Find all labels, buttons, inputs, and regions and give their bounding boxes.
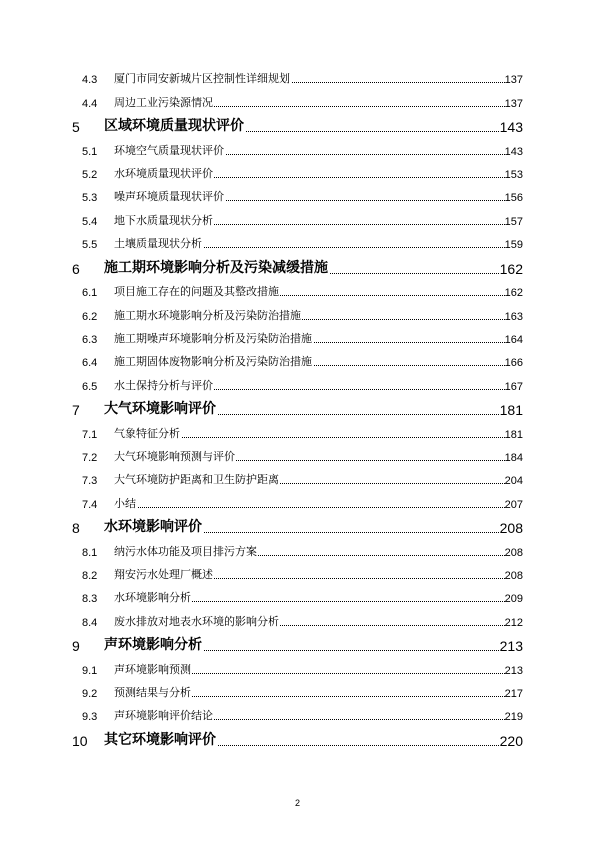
toc-entry-title: 项目施工存在的问题及其整改措施 <box>114 285 279 299</box>
toc-entry-number: 5.1 <box>82 145 98 158</box>
toc-entry-number: 6 <box>72 260 80 277</box>
toc-entry-title: 大气环境影响评价 <box>104 398 217 418</box>
toc-entry-page: 208 <box>504 570 523 583</box>
toc-section-entry[interactable] <box>0 351 595 374</box>
toc-section-entry[interactable] <box>0 469 595 492</box>
toc-entry-page: 167 <box>504 380 523 393</box>
page-number: 2 <box>294 798 300 808</box>
toc-entry-title: 噪声环境质量现状评价 <box>114 190 224 204</box>
toc-entry-page: 209 <box>504 593 523 606</box>
toc-entry-title: 翔安污水处理厂概述 <box>114 568 213 582</box>
toc-section-entry[interactable] <box>0 446 595 469</box>
toc-entry-title: 土壤质量现状分析 <box>114 237 202 251</box>
toc-section-entry[interactable] <box>0 658 595 681</box>
toc-entry-number: 5.3 <box>82 192 98 205</box>
toc-entry-page: 208 <box>499 520 523 537</box>
toc-entry-number: 4.4 <box>82 97 98 110</box>
toc-section-entry[interactable] <box>0 564 595 587</box>
toc-entry-page: 156 <box>504 192 523 205</box>
toc-entry-title: 厦门市同安新城片区控制性详细规划 <box>114 72 290 86</box>
toc-entry-page: 181 <box>499 402 523 419</box>
toc-entry-number: 9.3 <box>82 711 98 724</box>
toc-entry-title: 环境空气质量现状评价 <box>114 143 224 157</box>
toc-entry-page: 162 <box>504 287 523 300</box>
toc-section-entry[interactable] <box>0 163 595 186</box>
toc-entry-page: 143 <box>504 145 523 158</box>
toc-entry-number: 8.2 <box>82 570 98 583</box>
toc-section-entry[interactable] <box>0 186 595 209</box>
toc-chapter-entry[interactable] <box>0 256 595 281</box>
toc-chapter-entry[interactable] <box>0 634 595 659</box>
toc-entry-number: 5.4 <box>82 215 98 228</box>
toc-entry-number: 6.3 <box>82 333 98 346</box>
toc-entry-number: 8.4 <box>82 616 98 629</box>
toc-entry-page: 204 <box>504 475 523 488</box>
toc-entry-title: 其它环境影响评价 <box>104 729 217 749</box>
toc-entry-page: 207 <box>504 498 523 511</box>
toc-chapter-entry[interactable] <box>0 728 595 753</box>
toc-entry-page: 164 <box>504 333 523 346</box>
toc-entry-title: 废水排放对地表水环境的影响分析 <box>114 614 279 628</box>
toc-entry-number: 6.2 <box>82 310 98 323</box>
toc-entry-title: 声环境影响预测 <box>114 662 191 676</box>
toc-entry-title: 施工期固体废物影响分析及污染防治措施 <box>114 355 312 369</box>
toc-entry-number: 4.3 <box>82 74 98 87</box>
toc-entry-title: 施工期环境影响分析及污染减缓措施 <box>104 257 329 277</box>
toc-entry-number: 7.3 <box>82 475 98 488</box>
toc-entry-title: 大气环境防护距离和卫生防护距离 <box>114 473 279 487</box>
toc-entry-title: 水环境质量现状评价 <box>114 167 213 181</box>
toc-entry-title: 大气环境影响预测与评价 <box>114 449 235 463</box>
toc-entry-number: 7.4 <box>82 498 98 511</box>
toc-section-entry[interactable] <box>0 682 595 705</box>
toc-section-entry[interactable] <box>0 304 595 327</box>
toc-section-entry[interactable] <box>0 139 595 162</box>
toc-entry-number: 7.2 <box>82 451 98 464</box>
toc-entry-title: 纳污水体功能及项目排污方案 <box>114 544 257 558</box>
toc-section-entry[interactable] <box>0 328 595 351</box>
toc-section-entry[interactable] <box>0 422 595 445</box>
toc-entry-number: 8.3 <box>82 593 98 606</box>
toc-entry-title: 水环境影响分析 <box>114 591 191 605</box>
toc-entry-number: 9 <box>72 638 80 655</box>
toc-entry-number: 9.2 <box>82 688 98 701</box>
toc-entry-title: 地下水质量现状分析 <box>114 213 213 227</box>
toc-section-entry[interactable] <box>0 587 595 610</box>
toc-section-entry[interactable] <box>0 610 595 633</box>
toc-entry-number: 7.1 <box>82 428 98 441</box>
toc-entry-page: 208 <box>504 546 523 559</box>
toc-entry-page: 219 <box>504 711 523 724</box>
toc-entry-title: 气象特征分析 <box>114 426 180 440</box>
toc-entry-page: 213 <box>504 664 523 677</box>
toc-entry-page: 220 <box>499 732 523 749</box>
toc-section-entry[interactable] <box>0 233 595 256</box>
toc-chapter-entry[interactable] <box>0 516 595 541</box>
toc-entry-page: 137 <box>504 74 523 87</box>
toc-entry-page: 217 <box>504 688 523 701</box>
table-of-contents <box>0 68 595 753</box>
toc-chapter-entry[interactable] <box>0 115 595 140</box>
toc-entry-number: 8.1 <box>82 546 98 559</box>
toc-entry-title: 周边工业污染源情况 <box>114 95 213 109</box>
toc-entry-page: 137 <box>504 97 523 110</box>
toc-section-entry[interactable] <box>0 91 595 114</box>
toc-entry-title: 水土保持分析与评价 <box>114 378 213 392</box>
toc-entry-number: 5 <box>72 119 80 136</box>
toc-entry-title: 预测结果与分析 <box>114 686 191 700</box>
toc-entry-number: 5.5 <box>82 239 98 252</box>
toc-entry-title: 施工期噪声环境影响分析及污染防治措施 <box>114 331 312 345</box>
toc-entry-page: 212 <box>504 616 523 629</box>
toc-leader-dots <box>114 507 507 508</box>
toc-entry-title: 水环境影响评价 <box>104 516 203 536</box>
toc-section-entry[interactable] <box>0 281 595 304</box>
toc-entry-title: 施工期水环境影响分析及污染防治措施 <box>114 308 301 322</box>
toc-entry-page: 213 <box>499 638 523 655</box>
toc-section-entry[interactable] <box>0 540 595 563</box>
toc-entry-page: 163 <box>504 310 523 323</box>
toc-section-entry[interactable] <box>0 374 595 397</box>
toc-entry-number: 5.2 <box>82 169 98 182</box>
toc-entry-number: 6.4 <box>82 357 98 370</box>
toc-section-entry[interactable] <box>0 68 595 91</box>
toc-chapter-entry[interactable] <box>0 398 595 423</box>
toc-entry-title: 区域环境质量现状评价 <box>104 115 245 135</box>
toc-section-entry[interactable] <box>0 209 595 232</box>
toc-entry-number: 10 <box>72 732 88 749</box>
toc-section-entry[interactable] <box>0 492 595 515</box>
toc-entry-number: 7 <box>72 402 80 419</box>
toc-entry-number: 9.1 <box>82 664 98 677</box>
toc-entry-page: 162 <box>499 260 523 277</box>
toc-entry-number: 6.5 <box>82 380 98 393</box>
toc-entry-title: 声环境影响评价结论 <box>114 709 213 723</box>
toc-entry-page: 166 <box>504 357 523 370</box>
toc-entry-title: 小结 <box>114 496 136 510</box>
toc-entry-page: 157 <box>504 215 523 228</box>
toc-entry-page: 181 <box>504 428 523 441</box>
toc-entry-page: 153 <box>504 169 523 182</box>
toc-section-entry[interactable] <box>0 705 595 728</box>
toc-entry-page: 143 <box>499 119 523 136</box>
toc-entry-page: 184 <box>504 451 523 464</box>
toc-entry-number: 8 <box>72 520 80 537</box>
toc-entry-page: 159 <box>504 239 523 252</box>
toc-entry-number: 6.1 <box>82 287 98 300</box>
toc-entry-title: 声环境影响分析 <box>104 634 203 654</box>
